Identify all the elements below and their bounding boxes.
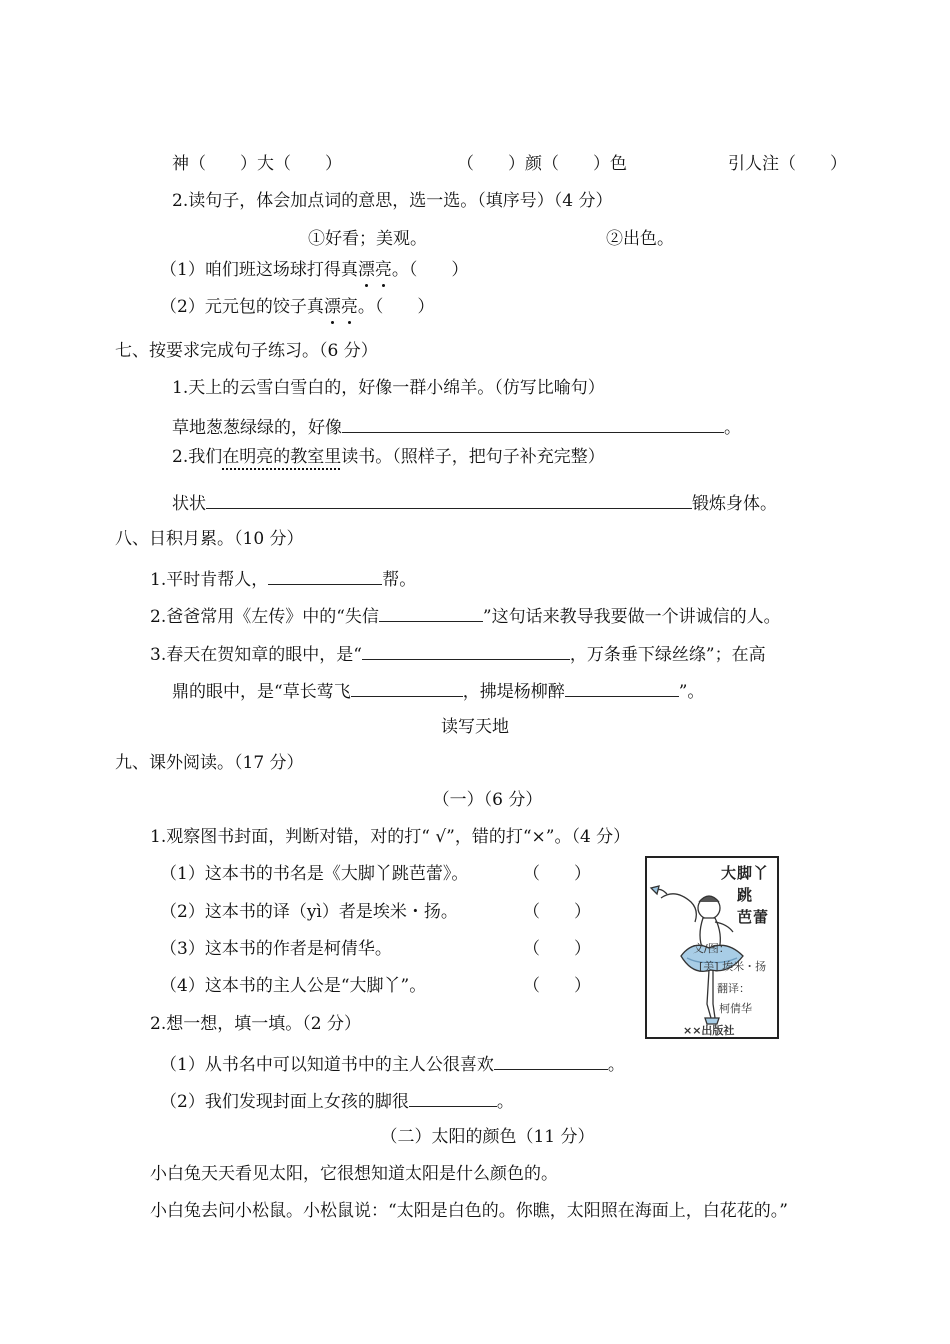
answer-blank[interactable]	[268, 566, 382, 585]
dotted-char: 亮	[374, 260, 392, 280]
sentence-text: 读书。（照样子，把句子补充完整）	[341, 447, 605, 467]
dotted-char: 亮	[340, 297, 358, 317]
section-heading: 读写天地	[441, 717, 509, 737]
answer-blank[interactable]	[565, 678, 679, 697]
cover-publisher: ××出版社	[683, 1024, 735, 1037]
dotted-char: 漂	[357, 260, 375, 280]
judge-item-2: （2）这本书的译（yì）者是埃米・扬。	[160, 902, 458, 922]
cover-translator-label: 翻译：	[717, 982, 750, 995]
q7-item-1-fill	[172, 414, 741, 439]
q9-title: 九、课外阅读。（17 分）	[115, 753, 304, 773]
q9-part-1-heading: （一）（6 分）	[432, 790, 543, 810]
fill-suffix: 帮。	[382, 570, 417, 590]
q6-option-2: ②出色。	[606, 229, 674, 249]
q6-2-title: 2.读句子，体会加点词的意思，选一选。（填序号）（4 分）	[172, 191, 613, 211]
q7-item-1: 1.天上的云雪白雪白的，好像一群小绵羊。（仿写比喻句）	[172, 378, 605, 398]
fill-prefix: （1）从书名中可以知道书中的主人公很喜欢	[160, 1055, 494, 1075]
answer-blank[interactable]	[351, 678, 463, 697]
answer-blank[interactable]	[494, 1051, 608, 1070]
sentence-text: 2.我们	[172, 447, 223, 467]
answer-blank[interactable]	[362, 641, 570, 660]
q6-idiom-c: 引人注（ ）	[728, 154, 847, 174]
judge-paren-4[interactable]: （ ）	[523, 976, 591, 996]
judge-paren-3[interactable]: （ ）	[523, 939, 591, 959]
q6-idiom-b: （ ）颜（ ）色	[457, 154, 627, 174]
sentence-text: （1）咱们班这场球打得真	[160, 260, 358, 280]
q6-option-1: ①好看；美观。	[308, 229, 427, 249]
q9-q2-item-1	[160, 1051, 625, 1076]
fill-prefix: 草地葱葱绿绿的，好像	[172, 418, 342, 438]
fill-middle: ，拂堤杨柳醉	[462, 682, 565, 702]
cover-title-2: 跳	[736, 886, 753, 904]
q6-idiom-a: 神（ ）大（ ）	[172, 154, 342, 174]
judge-item-4: （4）这本书的主人公是“大脚丫”。	[160, 976, 427, 996]
q9-part-1-q1: 1.观察图书封面，判断对错，对的打“ √”，错的打“×”。（4 分）	[150, 827, 631, 847]
reading-paragraph-1: 小白兔天天看见太阳，它很想知道太阳是什么颜色的。	[150, 1164, 558, 1184]
dotted-char: 漂	[323, 297, 341, 317]
answer-paren[interactable]: 。（ ）	[391, 260, 469, 280]
cover-author-label: 文/图：	[693, 942, 730, 955]
answer-blank[interactable]	[206, 490, 692, 509]
q9-q2-item-2	[160, 1088, 514, 1113]
dotted-phrase	[222, 447, 341, 467]
cover-author: [美] 埃米・扬	[699, 960, 767, 973]
fill-suffix: ，万条垂下绿丝绦”；在高	[569, 645, 766, 665]
answer-blank[interactable]	[409, 1088, 497, 1107]
fill-suffix: ”这句话来教导我要做一个讲诚信的人。	[482, 607, 781, 627]
answer-blank[interactable]	[379, 603, 483, 622]
q8-item-3	[150, 641, 766, 666]
book-cover-image	[645, 856, 779, 1039]
answer-blank[interactable]	[342, 414, 724, 433]
q7-item-2	[172, 446, 605, 468]
q9-part-1-q2: 2.想一想，填一填。（2 分）	[150, 1014, 361, 1034]
fill-prefix: 状状	[172, 494, 206, 514]
reading-paragraph-2: 小白兔去问小松鼠。小松鼠说：“太阳是白色的。你瞧，太阳照在海面上，白花花的。”	[150, 1201, 788, 1221]
q7-title: 七、按要求完成句子练习。（6 分）	[115, 341, 378, 361]
fill-suffix: 锻炼身体。	[692, 494, 777, 514]
q6-sentence-1	[160, 259, 468, 281]
cover-title-1: 大脚丫	[720, 864, 769, 882]
q7-item-2-fill	[172, 490, 777, 515]
fill-suffix: 。	[496, 1092, 514, 1112]
cover-translator: 柯倩华	[719, 1002, 752, 1015]
fill-suffix: ”。	[678, 682, 705, 702]
fill-prefix: （2）我们发现封面上女孩的脚很	[160, 1092, 409, 1112]
q6-sentence-2	[160, 296, 434, 318]
fill-suffix: 。	[607, 1055, 625, 1075]
sentence-text: （2）元元包的饺子真	[160, 297, 324, 317]
fill-suffix: 。	[724, 418, 741, 438]
q9-part-2-heading: （二）太阳的颜色（11 分）	[380, 1127, 595, 1147]
answer-paren[interactable]: 。（ ）	[357, 297, 435, 317]
judge-paren-2[interactable]: （ ）	[523, 902, 591, 922]
cover-title-3: 芭蕾	[736, 908, 769, 926]
fill-prefix: 2.爸爸常用《左传》中的“失信	[150, 607, 379, 627]
judge-item-3: （3）这本书的作者是柯倩华。	[160, 939, 392, 959]
fill-prefix: 1.平时肯帮人，	[150, 570, 269, 590]
q8-item-3-cont	[172, 678, 704, 703]
fill-prefix: 3.春天在贺知章的眼中，是“	[150, 645, 362, 665]
q8-item-2	[150, 603, 781, 628]
judge-item-1: （1）这本书的书名是《大脚丫跳芭蕾》。	[160, 864, 469, 884]
dotted-phrase-text: 在明亮的教室里	[222, 447, 342, 467]
q8-title: 八、日积月累。（10 分）	[115, 529, 304, 549]
q8-item-1	[150, 566, 416, 591]
judge-paren-1[interactable]: （ ）	[523, 864, 591, 884]
fill-prefix: 鼎的眼中，是“草长莺飞	[172, 682, 351, 702]
